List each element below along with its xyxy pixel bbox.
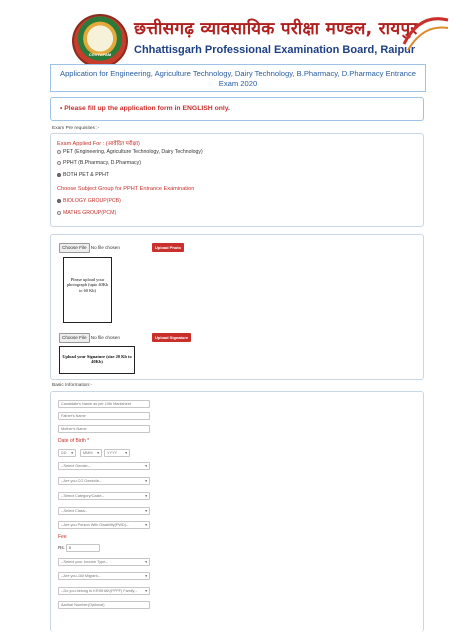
krishak-value: --Do you belong to KRISHAK(FPPF) Family-- xyxy=(61,589,137,593)
chevron-down-icon: ▾ xyxy=(145,509,147,513)
radio-both-circle[interactable] xyxy=(57,173,61,177)
dob-day-value: DD xyxy=(61,451,67,455)
english-board-title: Chhattisgarh Professional Examination Board, Raipur xyxy=(134,44,416,56)
income-select[interactable] xyxy=(58,558,150,566)
radio-pet-circle[interactable] xyxy=(57,150,61,154)
photo-no-file-text: No file chosen xyxy=(90,245,120,250)
board-logo-icon xyxy=(72,14,128,68)
photo-hint: Please upload your photograph (upto 40Kb to 60 Kb) xyxy=(66,277,109,293)
dob-label: Date of Birth * xyxy=(58,438,90,444)
photo-choose-file-button[interactable]: Choose File xyxy=(59,243,90,253)
signature-choose-file-button[interactable]: Choose File xyxy=(59,333,90,343)
decorative-swoosh-icon xyxy=(402,14,450,54)
candidate-name-input[interactable]: Candidate's Name as per 10th Marksheet xyxy=(58,400,150,408)
exam-prereq-label: Exam Pre requisites :- xyxy=(52,126,100,131)
site-header xyxy=(62,12,430,70)
upload-signature-button[interactable]: Upload Signature xyxy=(152,333,191,342)
chevron-down-icon: ▾ xyxy=(145,464,147,468)
jail-migrant-value: --Are you JAil Migrant-- xyxy=(61,574,101,578)
gender-value: --Select Gender-- xyxy=(61,464,91,468)
signature-placeholder xyxy=(59,346,135,374)
chevron-down-icon: ▾ xyxy=(145,523,147,527)
chevron-down-icon: ▾ xyxy=(145,560,147,564)
radio-biology-circle[interactable] xyxy=(57,199,61,203)
fee-amount: 0 xyxy=(66,544,100,552)
subject-group-label: Choose Subject Group for PPHT Entrance Examination xyxy=(57,186,195,192)
hindi-board-title: छत्तीसगढ़ व्यावसायिक परीक्षा मण्डल, रायपुर xyxy=(134,19,418,39)
dob-day-select[interactable] xyxy=(58,449,76,457)
application-title-box xyxy=(50,64,426,92)
chevron-down-icon: ▾ xyxy=(125,451,127,455)
dob-month-select[interactable] xyxy=(80,449,102,457)
aadhar-input[interactable]: Aadhar Number(Optional) xyxy=(58,601,150,609)
exam-applied-label: Exam Applied For : (आवेदित परीक्षा) xyxy=(57,141,140,147)
chevron-down-icon: ▾ xyxy=(145,494,147,498)
radio-maths-label: MATHS GROUP(PCM) xyxy=(63,210,117,216)
category-select[interactable] xyxy=(58,492,150,500)
jail-migrant-select[interactable] xyxy=(58,572,150,580)
radio-both-label: BOTH PET & PPHT xyxy=(63,172,110,178)
chevron-down-icon: ▾ xyxy=(145,574,147,578)
signature-file-input[interactable] xyxy=(59,333,120,342)
alert-text: • Please fill up the application form in ENGLISH only. xyxy=(60,105,230,112)
radio-pet-label: PET (Engineering, Agriculture Technology, Dairy Technology) xyxy=(63,149,203,155)
chevron-down-icon: ▾ xyxy=(97,451,99,455)
krishak-select[interactable] xyxy=(58,587,150,595)
fee-prefix: Rs. xyxy=(58,545,65,550)
radio-biology[interactable] xyxy=(57,198,121,204)
mother-name-input[interactable]: Mother's Name xyxy=(58,425,150,433)
income-value: --Select your Income Type-- xyxy=(61,560,108,564)
dob-month-value: MMM xyxy=(83,451,93,455)
class-value: --Select Class-- xyxy=(61,509,88,513)
photo-placeholder xyxy=(63,257,112,323)
chevron-down-icon: ▾ xyxy=(145,479,147,483)
radio-maths[interactable] xyxy=(57,210,116,216)
radio-ppht[interactable] xyxy=(57,160,141,166)
radio-ppht-circle[interactable] xyxy=(57,161,61,165)
basic-info-label: Basic Information:- xyxy=(52,383,92,388)
fee-label: Fee xyxy=(58,534,67,540)
radio-pet[interactable] xyxy=(57,149,203,155)
upload-photo-button[interactable]: Upload Photo xyxy=(152,243,184,252)
dob-year-value: YYYY xyxy=(107,451,118,455)
chevron-down-icon: ▾ xyxy=(71,451,73,455)
application-title: Application for Engineering, Agriculture Technology, Dairy Technology, B.Pharmacy, D.Pharmacy Entrance Exam 2020 xyxy=(60,69,416,88)
radio-both[interactable] xyxy=(57,172,109,178)
english-only-alert xyxy=(50,97,424,121)
domicile-value: --Are you CG Domicile-- xyxy=(61,479,102,483)
chevron-down-icon: ▾ xyxy=(145,589,147,593)
radio-maths-circle[interactable] xyxy=(57,211,61,215)
radio-ppht-label: PPHT (B.Pharmacy, D.Pharmacy) xyxy=(63,160,141,166)
gender-select[interactable] xyxy=(58,462,150,470)
photo-file-input[interactable] xyxy=(59,243,120,252)
radio-biology-label: BIOLOGY GROUP(PCB) xyxy=(63,198,121,204)
category-value: --Select Category/Caste-- xyxy=(61,494,105,498)
domicile-select[interactable] xyxy=(58,477,150,485)
father-name-input[interactable]: Father's Name xyxy=(58,412,150,420)
dob-year-select[interactable] xyxy=(104,449,130,457)
pwd-select[interactable] xyxy=(58,521,150,529)
signature-hint: Upload your Signature (size 20 Kb to 40Kb) xyxy=(62,354,132,365)
logo-text: CGVYAPAM xyxy=(88,52,112,57)
class-select[interactable] xyxy=(58,507,150,515)
pwd-value: --Are you Person With Disability(PWD)-- xyxy=(61,523,129,527)
signature-no-file-text: No file chosen xyxy=(90,335,120,340)
